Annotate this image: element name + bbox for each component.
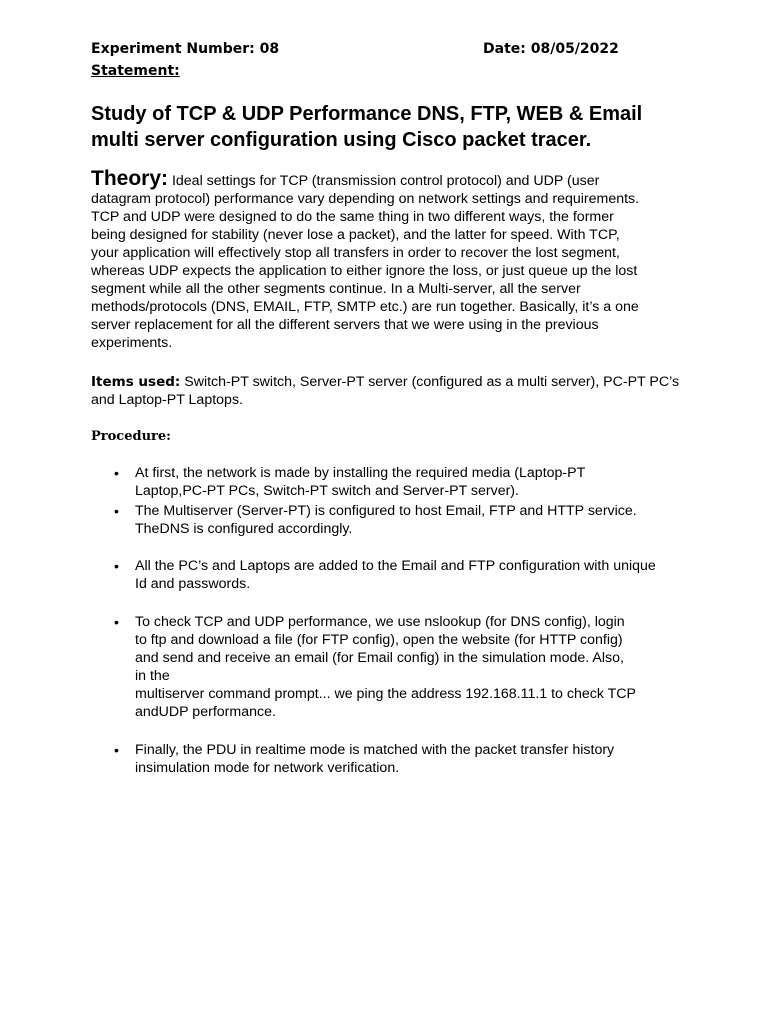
bullet-line: To check TCP and UDP performance, we use nslookup (for DNS config), login bbox=[135, 614, 625, 630]
bullet-dot: • bbox=[114, 742, 119, 758]
theory-line: datagram protocol) performance vary depending on network settings and requirements. bbox=[91, 191, 640, 207]
procedure-bullet bbox=[114, 613, 675, 721]
bullet-line: The Multiserver (Server-PT) is configured to host Email, FTP and HTTP service. bbox=[135, 503, 637, 519]
bullet-line: Id and passwords. bbox=[135, 576, 251, 592]
theory-paragraph bbox=[91, 167, 691, 352]
bullet-line: Finally, the PDU in realtime mode is matched with the packet transfer history bbox=[135, 742, 615, 758]
procedure-bullet bbox=[114, 557, 695, 593]
theory-line: Ideal settings for TCP (transmission control protocol) and UDP (user bbox=[168, 173, 600, 189]
bullet-dot: • bbox=[114, 558, 119, 574]
procedure-heading: Procedure: bbox=[91, 429, 171, 444]
bullet-dot: • bbox=[114, 614, 119, 630]
bullet-line: Laptop,PC-PT PCs, Switch-PT switch and Server-PT server). bbox=[135, 483, 519, 499]
statement-label: Statement: bbox=[91, 63, 180, 79]
items-used-paragraph bbox=[91, 373, 721, 409]
bullet-line: to ftp and download a file (for FTP config), open the website (for HTTP config) bbox=[135, 632, 623, 648]
items-used-label: Items used: bbox=[91, 374, 181, 390]
bullet-line: and send and receive an email (for Email config) in the simulation mode. Also, bbox=[135, 650, 624, 666]
bullet-line: insimulation mode for network verification. bbox=[135, 760, 400, 776]
bullet-line: in the bbox=[135, 668, 170, 684]
experiment-number: Experiment Number: 08 bbox=[91, 41, 280, 57]
bullet-line: multiserver command prompt... we ping the address 192.168.11.1 to check TCP bbox=[135, 686, 637, 702]
bullet-line: andUDP performance. bbox=[135, 704, 276, 720]
theory-line: server replacement for all the different servers that we were using in the previous bbox=[91, 317, 599, 333]
theory-label: Theory: bbox=[91, 167, 169, 190]
bullet-line: At first, the network is made by installing the required media (Laptop-PT bbox=[135, 465, 586, 481]
bullet-dot: • bbox=[114, 465, 119, 481]
bullet-line: TheDNS is configured accordingly. bbox=[135, 521, 353, 537]
theory-line: being designed for stability (never lose a packet), and the latter for speed. With TCP, bbox=[91, 227, 620, 243]
procedure-bullet bbox=[114, 464, 695, 500]
items-used-line: Switch-PT switch, Server-PT server (configured as a multi server), PC-PT PC’s bbox=[180, 374, 680, 390]
theory-line: experiments. bbox=[91, 335, 173, 351]
theory-line: segment while all the other segments continue. In a Multi-server, all the server bbox=[91, 281, 581, 297]
procedure-bullet bbox=[114, 502, 695, 538]
bullet-line: All the PC’s and Laptops are added to the Email and FTP configuration with unique bbox=[135, 558, 656, 574]
bullet-dot: • bbox=[114, 503, 119, 519]
theory-line: methods/protocols (DNS, EMAIL, FTP, SMTP etc.) are run together. Basically, it’s a one bbox=[91, 299, 639, 315]
items-used-line: and Laptop-PT Laptops. bbox=[91, 392, 243, 408]
document-title: Study of TCP & UDP Performance DNS, FTP, WEB & Email multi server configuration using Cisco packet tracer. bbox=[91, 103, 643, 151]
theory-line: TCP and UDP were designed to do the same thing in two different ways, the former bbox=[91, 209, 614, 225]
procedure-bullet bbox=[114, 741, 695, 777]
experiment-date: Date: 08/05/2022 bbox=[483, 41, 619, 57]
theory-line: whereas UDP expects the application to either ignore the loss, or just queue up the lost bbox=[91, 263, 638, 279]
theory-line: your application will effectively stop all transfers in order to recover the lost segment, bbox=[91, 245, 620, 261]
